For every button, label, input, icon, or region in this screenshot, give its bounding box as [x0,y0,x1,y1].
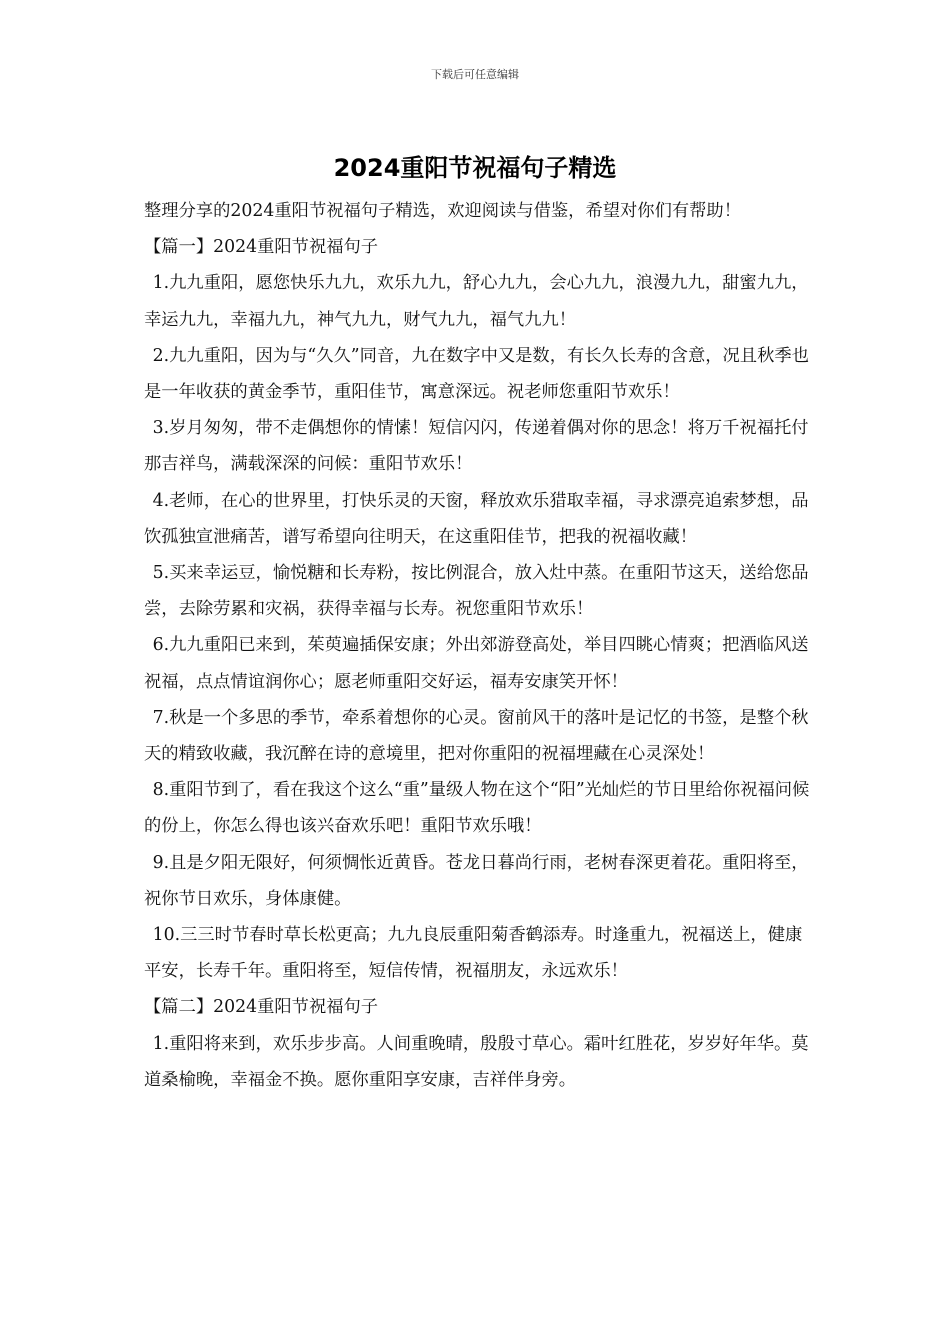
list-item: 1.重阳将来到，欢乐步步高。人间重晚晴，殷殷寸草心。霜叶红胜花，岁岁好年华。莫道桑榆晚，幸福金不换。愿你重阳享安康，吉祥伴身旁。 [144,1033,809,1090]
list-item: 9.且是夕阳无限好，何须惆怅近黄昏。苍龙日暮尚行雨，老树春深更着花。重阳将至，祝你节日欢乐，身体康健。 [144,852,809,909]
list-item: 5.买来幸运豆，愉悦糖和长寿粉，按比例混合，放入灶中蒸。在重阳节这天，送给您品尝，去除劳累和灾祸，获得幸福与长寿。祝您重阳节欢乐！ [144,563,809,620]
list-item: 6.九九重阳已来到，茱萸遍插保安康；外出郊游登高处，举目四眺心情爽；把酒临风送祝福，点点情谊润你心；愿老师重阳交好运，福寿安康笑开怀！ [144,635,809,692]
intro-paragraph: 整理分享的2024重阳节祝福句子精选，欢迎阅读与借鉴，希望对你们有帮助！ [144,201,741,221]
list-item: 10.三三时节春时草长松更高；九九良辰重阳菊香鹤添寿。时逢重九，祝福送上，健康平安，长寿千年。重阳将至，短信传情，祝福朋友，永远欢乐！ [144,925,803,982]
list-item: 7.秋是一个多思的季节，牵系着想你的心灵。窗前风干的落叶是记忆的书签，是整个秋天的精致收藏，我沉醉在诗的意境里，把对你重阳的祝福埋藏在心灵深处！ [144,707,809,765]
list-item: 2.九九重阳，因为与“久久”同音，九在数字中又是数，有长久长寿的含意，况且秋季也是一年收获的黄金季节，重阳佳节，寓意深远。祝老师您重阳节欢乐！ [144,345,809,403]
document-title: 2024重阳节祝福句子精选 [333,154,617,182]
document-body [144,193,816,1098]
list-item: 3.岁月匆匆，带不走偶想你的情愫！短信闪闪，传递着偶对你的思念！将万千祝福托付那吉祥鸟，满载深深的问候：重阳节欢乐！ [144,418,809,475]
list-item: 4.老师，在心的世界里，打快乐灵的天窗，释放欢乐猎取幸福，寻求漂亮追索梦想，品饮孤独宣泄痛苦，谱写希望向往明天，在这重阳佳节，把我的祝福收藏！ [144,490,809,547]
list-item: 8.重阳节到了，看在我这个这么“重”量级人物在这个“阳”光灿烂的节日里给你祝福问候的份上，你怎么得也该兴奋欢乐吧！重阳节欢乐哦！ [144,780,810,837]
section-heading-2: 【篇二】2024重阳节祝福句子 [144,997,379,1018]
header-note: 下载后可任意编辑 [431,68,519,81]
list-item: 1.九九重阳，愿您快乐九九，欢乐九九，舒心九九，会心九九，浪漫九九，甜蜜九九，幸运九九，幸福九九，神气九九，财气九九，福气九九！ [144,273,809,330]
section-heading-1: 【篇一】2024重阳节祝福句子 [144,237,379,258]
